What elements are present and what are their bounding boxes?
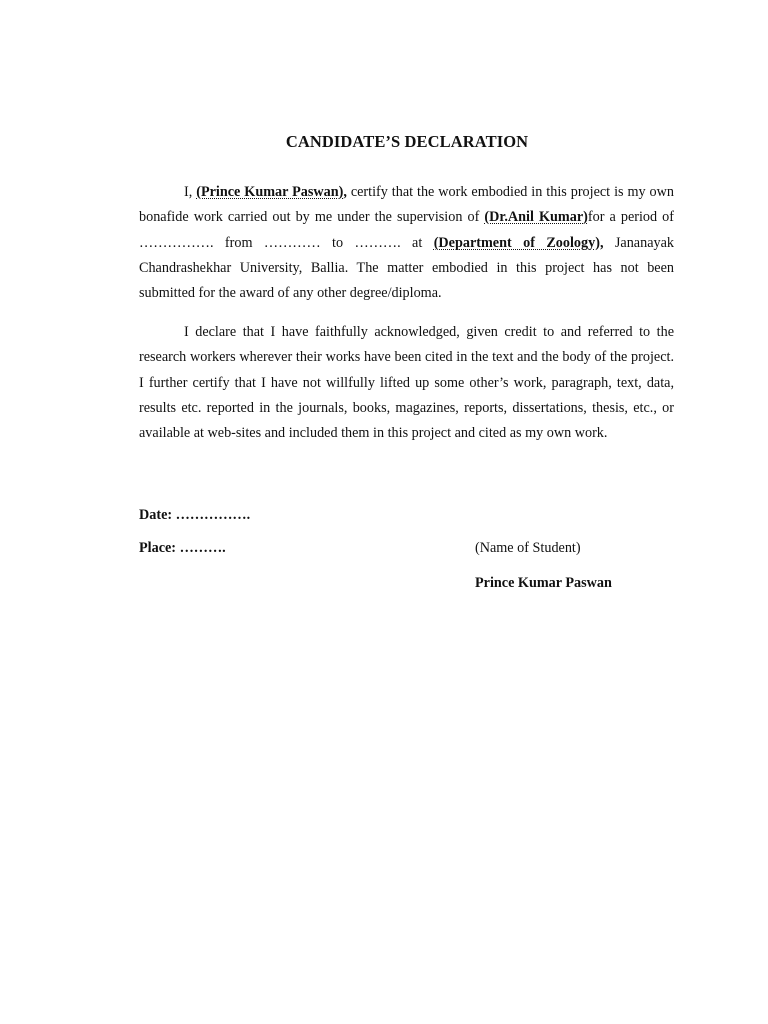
student-name-reference: (Prince Kumar Paswan) <box>196 184 344 200</box>
date-line: Date: ……………. <box>139 507 251 523</box>
para1-text-3: for a period of ……………. from ………… to ………. at <box>139 209 674 251</box>
para1-comma-2: , <box>599 234 604 251</box>
name-of-student-caption: (Name of Student) <box>475 540 581 556</box>
declaration-paragraph-1 <box>139 180 674 306</box>
page-title: CANDIDATE’S DECLARATION <box>285 132 529 151</box>
para1-comma: , <box>343 184 347 200</box>
para1-text-5: Jananayak Chandrashekhar University, Ballia. The matter embodied in this project has not been submitted for the award of any other degree/diploma. <box>139 234 674 302</box>
para1-text-1: I, <box>184 184 197 200</box>
declaration-paragraph-2: I declare that I have faithfully acknowledged, given credit to and referred to the research workers wherever their works have been cited in the text and the body of the project. I further certify that I have not willfully lifted up some other’s work, paragraph, text, data, results etc. reported in the journals, books, magazines, reports, dissertations, thesis, etc., or available at web-sites and included them in this project and cited as my own work. <box>139 324 674 442</box>
supervisor-name: (Dr.Anil Kumar) <box>484 209 588 226</box>
department-name: (Department of Zoology) <box>433 234 600 251</box>
place-line: Place: ………. <box>139 540 226 556</box>
student-name-signature: Prince Kumar Paswan <box>475 575 612 591</box>
para1-text-2: certify that the work embodied in this project is my own bonafide work carried out by me under the supervision of <box>139 184 674 226</box>
